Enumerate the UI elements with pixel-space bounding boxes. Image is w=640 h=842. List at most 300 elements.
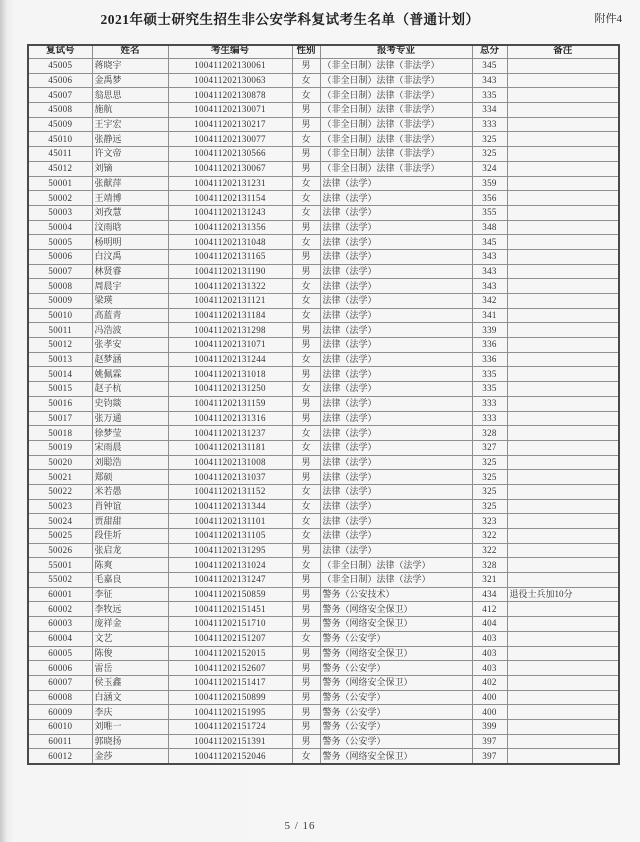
column-header-name: 姓名 — [92, 45, 168, 59]
cell-name: 冯浩波 — [92, 323, 168, 338]
table-row — [28, 294, 619, 309]
cell-gender: 男 — [292, 396, 320, 411]
table-row — [28, 117, 619, 132]
cell-major: 警务（公安技术） — [320, 587, 472, 602]
cell-candidate-no: 100411202131356 — [168, 220, 292, 235]
cell-major: 警务（公安学） — [320, 705, 472, 720]
cell-retest-no: 55002 — [28, 573, 92, 588]
cell-candidate-no: 100411202130566 — [168, 147, 292, 162]
table-row — [28, 396, 619, 411]
table-row — [28, 646, 619, 661]
cell-name: 郭晓扬 — [92, 734, 168, 749]
cell-candidate-no: 100411202131181 — [168, 440, 292, 455]
cell-name: 翁思思 — [92, 88, 168, 103]
cell-score: 397 — [472, 749, 507, 764]
cell-name: 高蓝青 — [92, 308, 168, 323]
cell-gender: 女 — [292, 440, 320, 455]
cell-score: 333 — [472, 117, 507, 132]
cell-remark — [507, 602, 619, 617]
cell-remark — [507, 646, 619, 661]
cell-remark — [507, 719, 619, 734]
table-row — [28, 573, 619, 588]
cell-major: 警务（公安学） — [320, 631, 472, 646]
cell-remark — [507, 705, 619, 720]
cell-major: （非全日制）法律（非法学） — [320, 161, 472, 176]
cell-remark — [507, 308, 619, 323]
cell-gender: 男 — [292, 59, 320, 74]
cell-gender: 男 — [292, 690, 320, 705]
cell-candidate-no: 100411202131237 — [168, 426, 292, 441]
cell-score: 399 — [472, 719, 507, 734]
cell-major: 法律（法学） — [320, 499, 472, 514]
cell-retest-no: 50026 — [28, 543, 92, 558]
cell-major: 法律（法学） — [320, 264, 472, 279]
cell-candidate-no: 100411202131250 — [168, 382, 292, 397]
cell-name: 张献萍 — [92, 176, 168, 191]
cell-retest-no: 50016 — [28, 396, 92, 411]
cell-name: 杨明明 — [92, 235, 168, 250]
table-row — [28, 631, 619, 646]
cell-score: 324 — [472, 161, 507, 176]
table-body — [28, 59, 619, 765]
cell-gender: 女 — [292, 308, 320, 323]
cell-remark — [507, 117, 619, 132]
cell-remark — [507, 499, 619, 514]
table-row — [28, 543, 619, 558]
cell-major: 法律（法学） — [320, 426, 472, 441]
cell-major: 法律（法学） — [320, 323, 472, 338]
cell-candidate-no: 100411202131190 — [168, 264, 292, 279]
cell-major: （非全日制）法律（非法学） — [320, 147, 472, 162]
cell-name: 肖钟谊 — [92, 499, 168, 514]
cell-remark — [507, 205, 619, 220]
cell-major: 法律（法学） — [320, 440, 472, 455]
column-header-retest-no: 复试号 — [28, 45, 92, 59]
cell-remark — [507, 573, 619, 588]
cell-remark — [507, 675, 619, 690]
cell-gender: 女 — [292, 191, 320, 206]
cell-score: 321 — [472, 573, 507, 588]
cell-candidate-no: 100411202152015 — [168, 646, 292, 661]
table-row — [28, 191, 619, 206]
cell-retest-no: 45005 — [28, 59, 92, 74]
cell-name: 张静远 — [92, 132, 168, 147]
table-row — [28, 705, 619, 720]
cell-remark — [507, 470, 619, 485]
cell-remark — [507, 631, 619, 646]
cell-remark — [507, 734, 619, 749]
table-row — [28, 88, 619, 103]
cell-candidate-no: 100411202131295 — [168, 543, 292, 558]
cell-candidate-no: 100411202131231 — [168, 176, 292, 191]
table-row — [28, 323, 619, 338]
table-row — [28, 484, 619, 499]
cell-retest-no: 45012 — [28, 161, 92, 176]
table-row — [28, 617, 619, 632]
table-row — [28, 734, 619, 749]
cell-name: 白汶禹 — [92, 249, 168, 264]
cell-score: 333 — [472, 411, 507, 426]
cell-retest-no: 50023 — [28, 499, 92, 514]
cell-gender: 女 — [292, 235, 320, 250]
attachment-label: 附件4 — [594, 13, 622, 25]
cell-retest-no: 60006 — [28, 661, 92, 676]
cell-score: 359 — [472, 176, 507, 191]
table-row — [28, 470, 619, 485]
cell-score: 335 — [472, 382, 507, 397]
cell-gender: 男 — [292, 323, 320, 338]
cell-name: 宋雨晨 — [92, 440, 168, 455]
table-row — [28, 719, 619, 734]
cell-gender: 男 — [292, 646, 320, 661]
table-row — [28, 749, 619, 764]
cell-candidate-no: 100411202131298 — [168, 323, 292, 338]
cell-candidate-no: 100411202131165 — [168, 249, 292, 264]
cell-score: 333 — [472, 396, 507, 411]
cell-retest-no: 60005 — [28, 646, 92, 661]
cell-candidate-no: 100411202131105 — [168, 529, 292, 544]
cell-score: 348 — [472, 220, 507, 235]
cell-major: 法律（法学） — [320, 455, 472, 470]
page-number-indicator: 5 / 16 — [284, 820, 316, 832]
cell-gender: 男 — [292, 602, 320, 617]
cell-name: 金莎 — [92, 749, 168, 764]
cell-retest-no: 50014 — [28, 367, 92, 382]
cell-candidate-no: 100411202131247 — [168, 573, 292, 588]
cell-major: 法律（法学） — [320, 191, 472, 206]
table-row — [28, 382, 619, 397]
cell-gender: 男 — [292, 220, 320, 235]
cell-name: 汶雨晗 — [92, 220, 168, 235]
cell-candidate-no: 100411202151724 — [168, 719, 292, 734]
cell-score: 339 — [472, 323, 507, 338]
cell-candidate-no: 100411202151391 — [168, 734, 292, 749]
cell-remark — [507, 103, 619, 118]
table-row — [28, 675, 619, 690]
cell-retest-no: 45006 — [28, 73, 92, 88]
cell-remark — [507, 147, 619, 162]
cell-name: 刘唯一 — [92, 719, 168, 734]
cell-gender: 女 — [292, 382, 320, 397]
cell-retest-no: 50017 — [28, 411, 92, 426]
cell-gender: 女 — [292, 132, 320, 147]
cell-candidate-no: 100411202130063 — [168, 73, 292, 88]
table-row — [28, 661, 619, 676]
table-row — [28, 558, 619, 573]
cell-remark — [507, 279, 619, 294]
cell-candidate-no: 100411202131322 — [168, 279, 292, 294]
cell-score: 325 — [472, 484, 507, 499]
cell-major: 法律（法学） — [320, 382, 472, 397]
cell-retest-no: 50002 — [28, 191, 92, 206]
cell-name: 张孝安 — [92, 338, 168, 353]
cell-score: 355 — [472, 205, 507, 220]
table-row — [28, 367, 619, 382]
cell-score: 343 — [472, 73, 507, 88]
cell-gender: 女 — [292, 529, 320, 544]
cell-name: 刘镝 — [92, 161, 168, 176]
cell-retest-no: 60009 — [28, 705, 92, 720]
cell-score: 328 — [472, 558, 507, 573]
column-header-score: 总分 — [472, 45, 507, 59]
cell-score: 336 — [472, 352, 507, 367]
cell-major: 法律（法学） — [320, 220, 472, 235]
cell-gender: 女 — [292, 749, 320, 764]
cell-name: 史钧燚 — [92, 396, 168, 411]
cell-gender: 男 — [292, 117, 320, 132]
cell-retest-no: 50008 — [28, 279, 92, 294]
cell-remark — [507, 235, 619, 250]
cell-gender: 男 — [292, 411, 320, 426]
cell-score: 403 — [472, 631, 507, 646]
cell-name: 蒋晓宇 — [92, 59, 168, 74]
cell-score: 343 — [472, 249, 507, 264]
cell-retest-no: 60003 — [28, 617, 92, 632]
cell-gender: 男 — [292, 470, 320, 485]
cell-remark — [507, 132, 619, 147]
cell-candidate-no: 100411202131344 — [168, 499, 292, 514]
cell-retest-no: 60001 — [28, 587, 92, 602]
table-row — [28, 690, 619, 705]
cell-candidate-no: 100411202151995 — [168, 705, 292, 720]
cell-gender: 女 — [292, 558, 320, 573]
cell-candidate-no: 100411202152607 — [168, 661, 292, 676]
cell-score: 323 — [472, 514, 507, 529]
cell-score: 412 — [472, 602, 507, 617]
cell-gender: 女 — [292, 352, 320, 367]
cell-score: 327 — [472, 440, 507, 455]
cell-name: 陈俊 — [92, 646, 168, 661]
cell-major: 法律（法学） — [320, 484, 472, 499]
cell-name: 周晨宇 — [92, 279, 168, 294]
cell-name: 刘孜慧 — [92, 205, 168, 220]
cell-remark — [507, 440, 619, 455]
cell-major: 警务（公安学） — [320, 690, 472, 705]
table-row — [28, 264, 619, 279]
cell-score: 335 — [472, 367, 507, 382]
table-row — [28, 147, 619, 162]
cell-candidate-no: 100411202131037 — [168, 470, 292, 485]
cell-remark — [507, 88, 619, 103]
cell-major: 警务（网络安全保卫） — [320, 646, 472, 661]
cell-major: 警务（公安学） — [320, 734, 472, 749]
table-row — [28, 73, 619, 88]
cell-major: 法律（法学） — [320, 470, 472, 485]
cell-retest-no: 50003 — [28, 205, 92, 220]
cell-remark — [507, 690, 619, 705]
cell-score: 341 — [472, 308, 507, 323]
cell-retest-no: 50006 — [28, 249, 92, 264]
cell-candidate-no: 100411202151710 — [168, 617, 292, 632]
cell-remark — [507, 426, 619, 441]
cell-remark — [507, 249, 619, 264]
cell-remark — [507, 73, 619, 88]
cell-gender: 女 — [292, 279, 320, 294]
cell-candidate-no: 100411202131071 — [168, 338, 292, 353]
cell-score: 343 — [472, 264, 507, 279]
cell-remark: 退役士兵加10分 — [507, 587, 619, 602]
cell-name: 姚佩霖 — [92, 367, 168, 382]
cell-score: 356 — [472, 191, 507, 206]
cell-gender: 女 — [292, 631, 320, 646]
table-row — [28, 455, 619, 470]
cell-major: 法律（法学） — [320, 338, 472, 353]
cell-candidate-no: 100411202150899 — [168, 690, 292, 705]
cell-candidate-no: 100411202131048 — [168, 235, 292, 250]
cell-candidate-no: 100411202131154 — [168, 191, 292, 206]
cell-remark — [507, 558, 619, 573]
cell-major: （非全日制）法律（法学） — [320, 558, 472, 573]
cell-major: （非全日制）法律（非法学） — [320, 88, 472, 103]
cell-major: 警务（公安学） — [320, 661, 472, 676]
cell-candidate-no: 100411202131152 — [168, 484, 292, 499]
cell-score: 325 — [472, 147, 507, 162]
cell-gender: 男 — [292, 161, 320, 176]
cell-retest-no: 60004 — [28, 631, 92, 646]
cell-candidate-no: 100411202151451 — [168, 602, 292, 617]
cell-score: 342 — [472, 294, 507, 309]
cell-name: 林贤睿 — [92, 264, 168, 279]
cell-gender: 男 — [292, 587, 320, 602]
cell-name: 庞祥金 — [92, 617, 168, 632]
cell-retest-no: 50024 — [28, 514, 92, 529]
cell-retest-no: 60011 — [28, 734, 92, 749]
table-row — [28, 587, 619, 602]
table-row — [28, 132, 619, 147]
table-header-row — [28, 45, 619, 59]
cell-major: 法律（法学） — [320, 411, 472, 426]
cell-gender: 男 — [292, 264, 320, 279]
column-header-remark: 备注 — [507, 45, 619, 59]
cell-candidate-no: 100411202131244 — [168, 352, 292, 367]
cell-candidate-no: 100411202152046 — [168, 749, 292, 764]
cell-score: 335 — [472, 88, 507, 103]
table-row — [28, 249, 619, 264]
cell-gender: 女 — [292, 514, 320, 529]
table-row — [28, 338, 619, 353]
cell-name: 李牧远 — [92, 602, 168, 617]
cell-retest-no: 50018 — [28, 426, 92, 441]
cell-score: 325 — [472, 455, 507, 470]
cell-remark — [507, 382, 619, 397]
cell-score: 328 — [472, 426, 507, 441]
cell-score: 400 — [472, 705, 507, 720]
cell-major: 法律（法学） — [320, 352, 472, 367]
cell-score: 397 — [472, 734, 507, 749]
cell-name: 李庆 — [92, 705, 168, 720]
cell-major: 法律（法学） — [320, 308, 472, 323]
cell-retest-no: 45010 — [28, 132, 92, 147]
cell-candidate-no: 100411202131243 — [168, 205, 292, 220]
table-row — [28, 161, 619, 176]
cell-name: 段佳圻 — [92, 529, 168, 544]
cell-remark — [507, 455, 619, 470]
table-row — [28, 426, 619, 441]
cell-score: 404 — [472, 617, 507, 632]
cell-major: 法律（法学） — [320, 249, 472, 264]
cell-candidate-no: 100411202130217 — [168, 117, 292, 132]
cell-remark — [507, 191, 619, 206]
cell-name: 赵梦涵 — [92, 352, 168, 367]
cell-retest-no: 60010 — [28, 719, 92, 734]
cell-score: 322 — [472, 543, 507, 558]
cell-score: 325 — [472, 499, 507, 514]
cell-score: 325 — [472, 132, 507, 147]
cell-name: 王宇宏 — [92, 117, 168, 132]
cell-gender: 男 — [292, 617, 320, 632]
cell-gender: 女 — [292, 426, 320, 441]
cell-major: 法律（法学） — [320, 205, 472, 220]
cell-score: 403 — [472, 661, 507, 676]
cell-gender: 男 — [292, 103, 320, 118]
cell-remark — [507, 411, 619, 426]
cell-name: 施航 — [92, 103, 168, 118]
cell-gender: 男 — [292, 455, 320, 470]
cell-retest-no: 60012 — [28, 749, 92, 764]
cell-retest-no: 50004 — [28, 220, 92, 235]
cell-major: 警务（网络安全保卫） — [320, 602, 472, 617]
cell-retest-no: 45009 — [28, 117, 92, 132]
cell-gender: 男 — [292, 675, 320, 690]
cell-gender: 女 — [292, 499, 320, 514]
cell-candidate-no: 100411202131008 — [168, 455, 292, 470]
cell-gender: 女 — [292, 176, 320, 191]
cell-retest-no: 50009 — [28, 294, 92, 309]
document-header — [0, 8, 640, 32]
cell-name: 贾甜甜 — [92, 514, 168, 529]
cell-gender: 男 — [292, 719, 320, 734]
cell-score: 343 — [472, 279, 507, 294]
cell-remark — [507, 323, 619, 338]
cell-major: 法律（法学） — [320, 279, 472, 294]
cell-gender: 男 — [292, 147, 320, 162]
cell-remark — [507, 220, 619, 235]
table-row — [28, 514, 619, 529]
cell-remark — [507, 59, 619, 74]
table-row — [28, 411, 619, 426]
cell-retest-no: 50005 — [28, 235, 92, 250]
table-row — [28, 59, 619, 74]
table-row — [28, 235, 619, 250]
cell-score: 345 — [472, 235, 507, 250]
cell-name: 李征 — [92, 587, 168, 602]
cell-name: 赵子杭 — [92, 382, 168, 397]
cell-candidate-no: 100411202130071 — [168, 103, 292, 118]
cell-remark — [507, 617, 619, 632]
cell-remark — [507, 484, 619, 499]
cell-name: 金禹梦 — [92, 73, 168, 88]
cell-name: 毛嘉良 — [92, 573, 168, 588]
cell-major: 法律（法学） — [320, 514, 472, 529]
cell-remark — [507, 352, 619, 367]
cell-gender: 女 — [292, 88, 320, 103]
cell-major: （非全日制）法律（非法学） — [320, 59, 472, 74]
cell-name: 许文帝 — [92, 147, 168, 162]
cell-retest-no: 50012 — [28, 338, 92, 353]
table-row — [28, 602, 619, 617]
table-row — [28, 279, 619, 294]
cell-candidate-no: 100411202130061 — [168, 59, 292, 74]
table-row — [28, 440, 619, 455]
cell-gender: 男 — [292, 661, 320, 676]
cell-remark — [507, 161, 619, 176]
cell-retest-no: 50001 — [28, 176, 92, 191]
cell-score: 434 — [472, 587, 507, 602]
cell-remark — [507, 294, 619, 309]
cell-major: 法律（法学） — [320, 294, 472, 309]
column-header-major: 报考专业 — [320, 45, 472, 59]
cell-gender: 女 — [292, 484, 320, 499]
